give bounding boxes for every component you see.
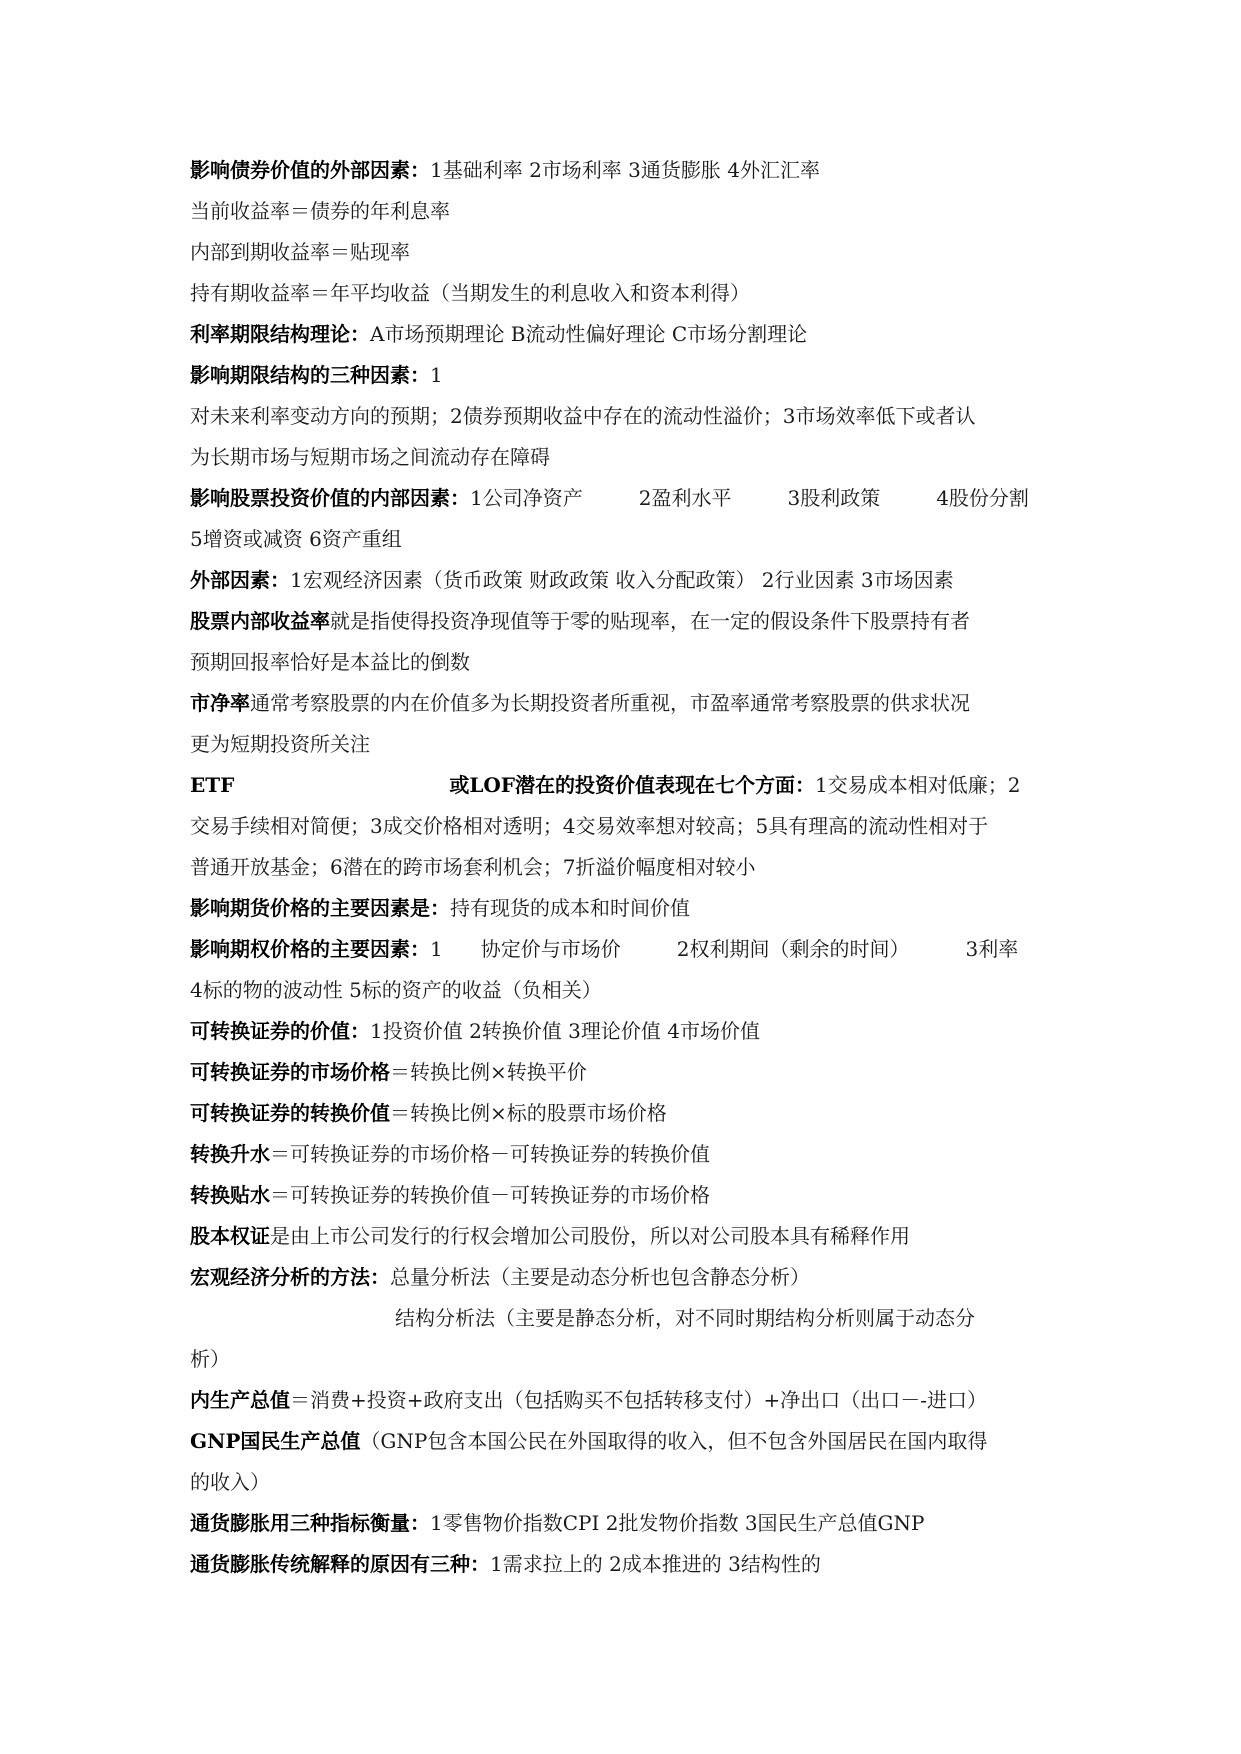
term-heading: 可转换证券的市场价格 [190,1060,390,1084]
term-heading: 影响期限结构的三种因素： [190,363,430,387]
text-line [190,150,1070,191]
line-text: ＝消费+投资+政府支出（包括购买不包括转移支付）+净出口（出口－-进口） [290,1388,988,1412]
text-line [190,355,1070,396]
term-heading: 通货膨胀传统解释的原因有三种： [190,1552,490,1576]
term-heading: 股票内部收益率 [190,609,330,633]
text-line [190,519,1070,560]
term-heading: 影响债券价值的外部因素： [190,158,430,182]
line-text: ＝转换比例×标的股票市场价格 [390,1101,667,1125]
text-line [190,314,1070,355]
line-text: 持有现货的成本和时间价值 [450,896,690,920]
text-line [190,1503,1070,1544]
text-line [190,1134,1070,1175]
line-text: 预期回报率恰好是本益比的倒数 [190,650,470,674]
line-text: 的收入） [190,1470,270,1494]
term-heading: ETF [190,773,235,797]
line-text: 对未来利率变动方向的预期；2债券预期收益中存在的流动性溢价；3市场效率低下或者认 [190,404,976,428]
text-line [190,724,1070,765]
line-text: ＝可转换证券的转换价值－可转换证券的市场价格 [270,1183,710,1207]
text-line [190,1544,1070,1585]
line-text: 通常考察股票的内在价值多为长期投资者所重视，市盈率通常考察股票的供求状况 [250,691,970,715]
text-line [190,1421,1070,1462]
term-heading: GNP国民生产总值 [190,1429,361,1453]
text-line [190,478,1070,519]
term-heading: 影响期权价格的主要因素： [190,937,430,961]
text-line [190,1298,1070,1339]
text-line [190,765,1070,806]
term-heading: 影响股票投资价值的内部因素： [190,486,470,510]
line-text: 内部到期收益率＝贴现率 [190,240,410,264]
term-heading: 影响期货价格的主要因素是： [190,896,450,920]
line-text: 就是指使得投资净现值等于零的贴现率，在一定的假设条件下股票持有者 [330,609,970,633]
text-line [190,232,1070,273]
text-line [190,396,1070,437]
text-line [190,1175,1070,1216]
line-text: 1基础利率 2市场利率 3通货膨胀 4外汇汇率 [430,158,820,182]
line-text: 更为短期投资所关注 [190,732,370,756]
line-text: 1 [430,937,443,961]
line-text: ＝转换比例×转换平价 [390,1060,587,1084]
term-heading: 转换升水 [190,1142,270,1166]
line-text: 1零售物价指数CPI 2批发物价指数 3国民生产总值GNP [430,1511,925,1535]
term-heading: 可转换证券的转换价值 [190,1101,390,1125]
term-heading: 宏观经济分析的方法： [190,1265,390,1289]
text-line [190,560,1070,601]
term-heading: 外部因素： [190,568,290,592]
text-line [190,806,1070,847]
term-heading: 利率期限结构理论： [190,322,370,346]
term-heading: 内生产总值 [190,1388,290,1412]
line-text: ＝可转换证券的市场价格－可转换证券的转换价值 [270,1142,710,1166]
text-line [190,1052,1070,1093]
text-line [190,683,1070,724]
line-text: 交易手续相对简便；3成交价格相对透明；4交易效率想对较高；5具有理高的流动性相对于 [190,814,989,838]
line-text: 1公司净资产 [470,486,583,510]
text-line [190,1339,1070,1380]
text-line [190,1011,1070,1052]
text-line [190,888,1070,929]
line-text: 总量分析法（主要是动态分析也包含静态分析） [390,1265,810,1289]
line-text: 结构分析法（主要是静态分析，对不同时期结构分析则属于动态分 [395,1306,975,1330]
line-text: 持有期收益率＝年平均收益（当期发生的利息收入和资本利得） [190,281,750,305]
text-line [190,1380,1070,1421]
text-line [190,1462,1070,1503]
line-text: 普通开放基金；6潜在的跨市场套利机会；7折溢价幅度相对较小 [190,855,756,879]
term-heading: 可转换证券的价值： [190,1019,370,1043]
text-line [190,642,1070,683]
line-text: 当前收益率＝债券的年利息率 [190,199,450,223]
line-text: 1 [430,363,443,387]
line-text: 1宏观经济因素（货币政策 财政政策 收入分配政策） 2行业因素 3市场因素 [290,568,954,592]
document-page [190,150,1070,1585]
line-text: 1需求拉上的 2成本推进的 3结构性的 [490,1552,821,1576]
line-text: 2权利期间（剩余的时间） [676,937,910,961]
term-heading: 通货膨胀用三种指标衡量： [190,1511,430,1535]
text-line [190,1257,1070,1298]
line-text: 为长期市场与短期市场之间流动存在障碍 [190,445,550,469]
text-line [190,273,1070,314]
text-line [190,601,1070,642]
text-line [190,847,1070,888]
line-text: A市场预期理论 B流动性偏好理论 C市场分割理论 [370,322,808,346]
line-text: 析） [190,1347,230,1371]
text-line [190,970,1070,1011]
text-line [190,1093,1070,1134]
text-line [190,1216,1070,1257]
term-heading: 或LOF潜在的投资价值表现在七个方面： [449,773,816,797]
line-text: 1投资价值 2转换价值 3理论价值 4市场价值 [370,1019,760,1043]
term-heading: 市净率 [190,691,250,715]
line-text: 5增资或减资 6资产重组 [190,527,402,551]
line-text: 4标的物的波动性 5标的资产的收益（负相关） [190,978,602,1002]
text-line [190,191,1070,232]
line-text: 4股份分割 [936,486,1029,510]
term-heading: 股本权证 [190,1224,270,1248]
line-text: 2盈利水平 [638,486,732,510]
line-text: 协定价与市场价 [480,937,621,961]
text-line [190,437,1070,478]
line-text: 1交易成本相对低廉；2 [815,773,1021,797]
line-text: 3股利政策 [787,486,881,510]
term-heading: 转换贴水 [190,1183,270,1207]
line-text: （GNP包含本国公民在外国取得的收入，但不包含外国居民在国内取得 [360,1429,988,1453]
text-line [190,929,1070,970]
line-text: 3利率 [965,937,1019,961]
line-text: 是由上市公司发行的行权会增加公司股份，所以对公司股本具有稀释作用 [270,1224,910,1248]
